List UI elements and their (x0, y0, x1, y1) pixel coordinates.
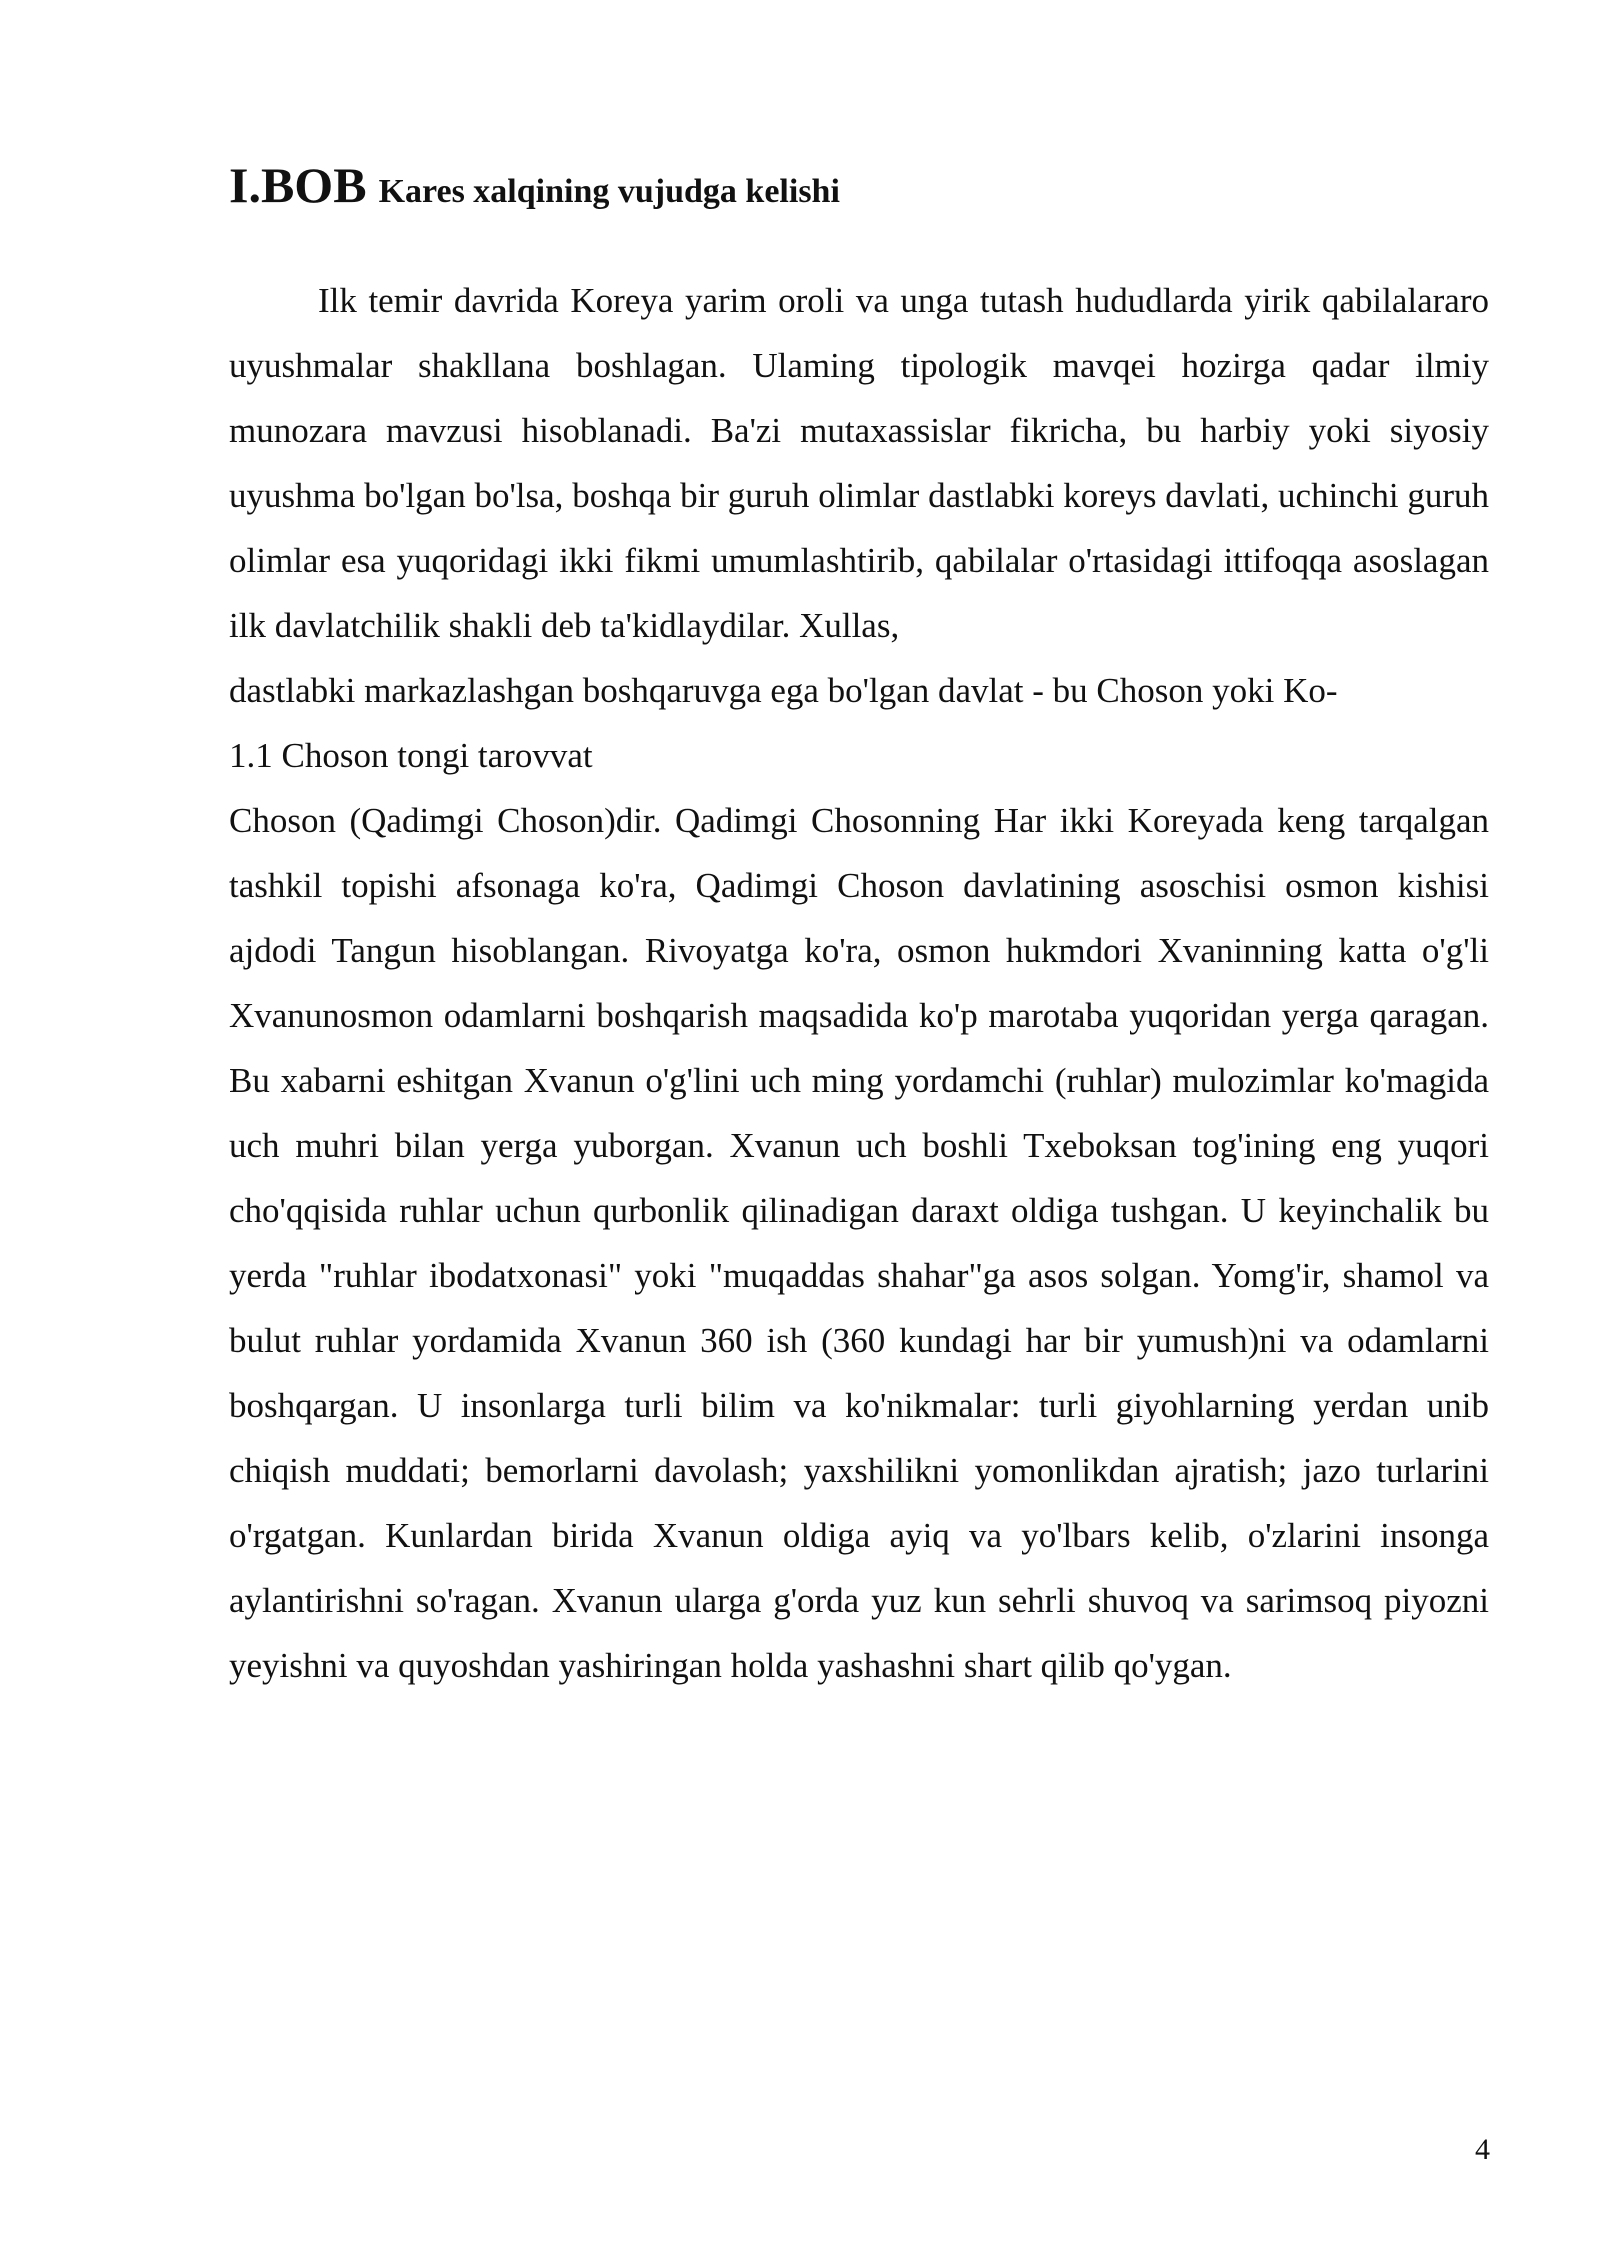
paragraph-intro: Ilk temir davrida Koreya yarim oroli va unga tutash hududlarda yirik qabilalararo uyushmalar shakllana boshlagan. Ulaming tipologik mavqei hozirga qadar ilmiy munozara mavzusi hisoblanadi. Ba'zi mutaxassislar fikricha, bu harbiy yoki siyosiy uyushma bo'lgan bo'lsa, boshqa bir guruh olimlar dastlabki koreys davlati, uchinchi guruh olimlar esa yuqoridagi ikki fikmi umumlashtirib, qabilalar o'rtasidagi ittifoqqa asoslagan ilk davlatchilik shakli deb ta'kidlaydilar. Xullas, (229, 281, 1489, 645)
chapter-title: Kares xalqining vujudga kelishi (378, 173, 840, 210)
subsection-heading: 1.1 Choson tongi tarovvat (229, 736, 593, 775)
page-number: 4 (1475, 2133, 1490, 2166)
paragraph-intro-last-line: dastlabki markazlashgan boshqaruvga ega bo'lgan davlat - bu Choson yoki Ko- (229, 671, 1338, 710)
chapter-heading (229, 150, 1489, 233)
chapter-number: I.BOB (229, 157, 367, 213)
paragraph-choson: Choson (Qadimgi Choson)dir. Qadimgi Chosonning Har ikki Koreyada keng tarqalgan tashkil topishi afsonaga ko'ra, Qadimgi Choson davlatining asoschisi osmon kishisi ajdodi Tangun hisoblangan. Rivoyatga ko'ra, osmon hukmdori Xvaninning katta o'g'li Xvanunosmon odamlarni boshqarish maqsadida ko'p marotaba yuqoridan yerga qaragan. Bu xabarni eshitgan Xvanun o'g'lini uch ming yordamchi (ruhlar) mulozimlar ko'magida uch muhri bilan yerga yuborgan. Xvanun uch boshli Txeboksan tog'ining eng yuqori cho'qqisida ruhlar uchun qurbonlik qilinadigan daraxt oldiga tushgan. U keyinchalik bu yerda "ruhlar ibodatxonasi" yoki "muqaddas shahar"ga asos solgan. Yomg'ir, shamol va bulut ruhlar yordamida Xvanun 360 ish (360 kundagi har bir yumush)ni va odamlarni boshqargan. U insonlarga turli bilim va ko'nikmalar: turli giyohlarning yerdan unib chiqish muddati; bemorlarni davolash; yaxshilikni yomonlikdan ajratish; jazo turlarini o'rgatgan. Kunlardan birida Xvanun oldiga ayiq va yo'lbars kelib, o'zlarini insonga aylantirishni so'ragan. Xvanun ularga g'orda yuz kun sehrli shuvoq va sarimsoq piyozni yeyishni va quyoshdan yashiringan holda yashashni shart qilib qo'ygan. (229, 801, 1489, 1685)
